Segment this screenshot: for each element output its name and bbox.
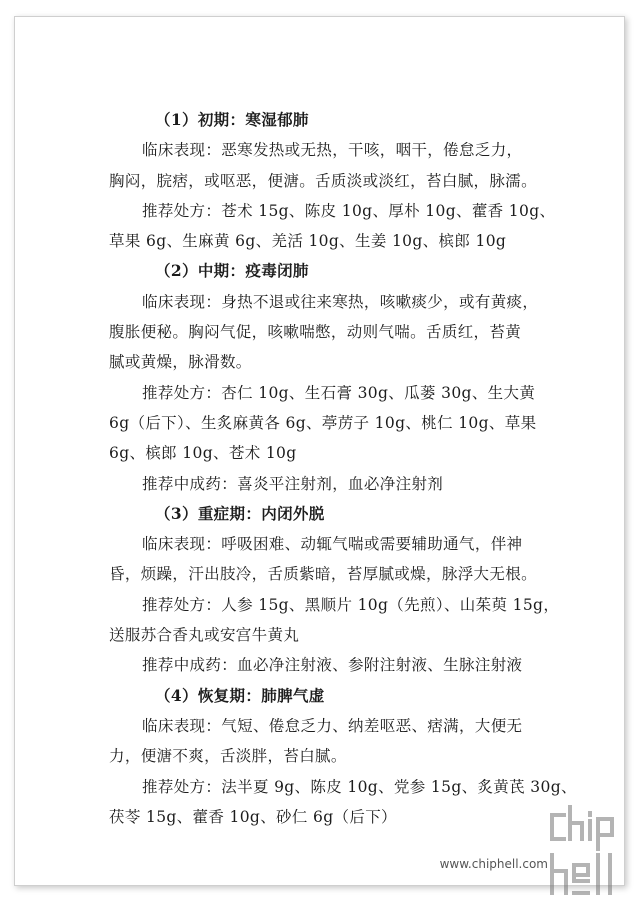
text-line: 临床表现：呼吸困难、动辄气喘或需要辅助通气，伴神 xyxy=(142,535,523,554)
section-heading: （2）中期：疫毒闭肺 xyxy=(155,261,309,281)
watermark-url: www.chiphell.com xyxy=(439,857,548,871)
section-heading: （1）初期：寒湿郁肺 xyxy=(155,110,309,129)
section-heading: （4）恢复期：肺脾气虚 xyxy=(155,685,325,705)
text-line: 腹胀便秘。胸闷气促，咳嗽喘憋，动则气喘。舌质红，苔黄 xyxy=(109,323,522,342)
text-line: 临床表现：身热不退或往来寒热，咳嗽痰少，或有黄痰， xyxy=(142,292,539,311)
text-line: 推荐处方：法半夏 9g、陈皮 10g、党参 15g、炙黄芪 30g、 xyxy=(142,777,577,796)
text-line: 草果 6g、生麻黄 6g、羌活 10g、生姜 10g、槟郎 10g xyxy=(109,232,507,251)
text-line: 力，便溏不爽，舌淡胖，苔白腻。 xyxy=(109,747,347,766)
text-line: 临床表现：恶寒发热或无热，干咳，咽干，倦怠乏力， xyxy=(142,141,523,160)
section-heading: （3）重症期：内闭外脱 xyxy=(155,503,325,523)
document-page xyxy=(14,16,625,886)
text-line: 6g、槟郎 10g、苍术 10g xyxy=(109,444,297,463)
text-line: 推荐处方：人参 15g、黑顺片 10g（先煎）、山茱萸 15g， xyxy=(142,595,560,614)
text-line: 推荐处方：杏仁 10g、生石膏 30g、瓜蒌 30g、生大黄 xyxy=(142,383,536,402)
text-line: 6g（后下）、生炙麻黄各 6g、葶苈子 10g、桃仁 10g、草果 xyxy=(109,413,537,432)
document-body xyxy=(109,105,577,832)
text-line: 临床表现：气短、倦怠乏力、纳差呕恶、痞满，大便无 xyxy=(142,716,523,735)
text-line: 胸闷，脘痞，或呕恶，便溏。舌质淡或淡红，苔白腻，脉濡。 xyxy=(109,171,537,190)
text-line: 推荐中成药：血必净注射液、参附注射液、生脉注射液 xyxy=(142,656,523,675)
text-line: 送服苏合香丸或安宫牛黄丸 xyxy=(109,626,300,645)
text-line: 昏，烦躁，汗出肢冷，舌质紫暗，苔厚腻或燥，脉浮大无根。 xyxy=(109,565,537,584)
text-line: 茯苓 15g、藿香 10g、砂仁 6g（后下） xyxy=(109,807,397,826)
text-line: 推荐处方：苍术 15g、陈皮 10g、厚朴 10g、藿香 10g、 xyxy=(142,201,556,220)
chiphell-logo-icon xyxy=(544,805,632,897)
text-line: 腻或黄燥，脉滑数。 xyxy=(109,353,252,372)
text-line: 推荐中成药：喜炎平注射剂，血必净注射剂 xyxy=(142,474,444,493)
